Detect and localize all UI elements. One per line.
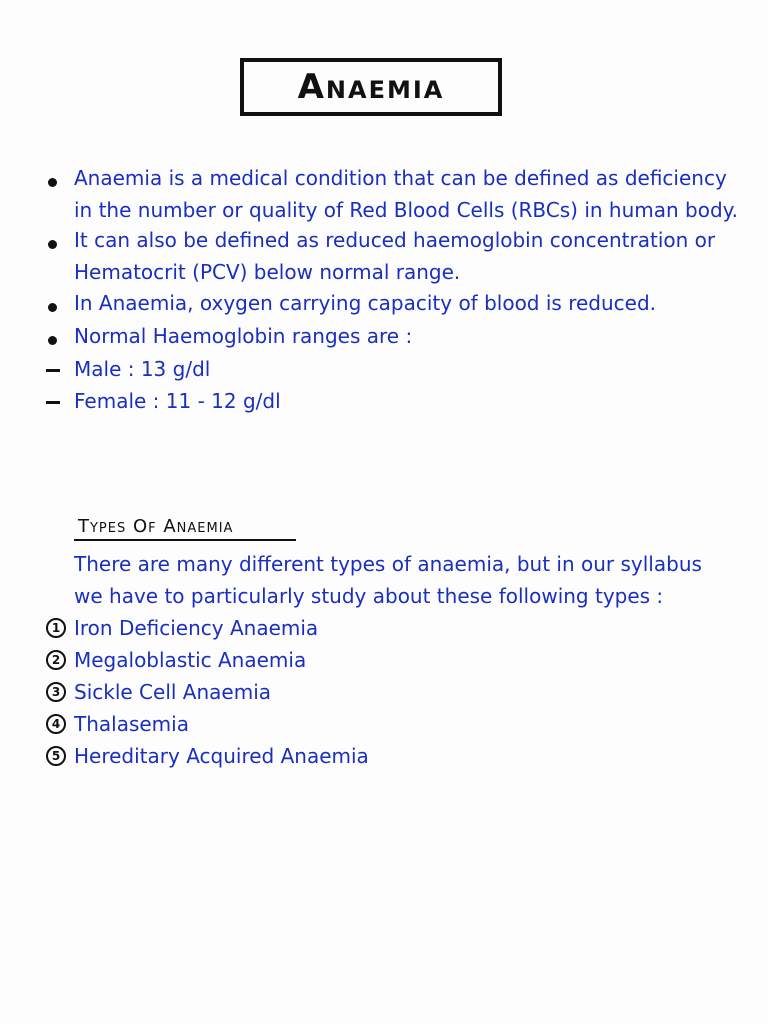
bullet-dot: [48, 336, 57, 345]
type-item: Iron Deficiency Anaemia: [74, 616, 319, 640]
bullet-dot: [48, 240, 57, 249]
bullet-1-line-2: in the number or quality of Red Blood Cells (RBCs) in human body.: [74, 198, 739, 222]
dash-marker: [46, 401, 60, 404]
bullet-3-line-1: In Anaemia, oxygen carrying capacity of blood is reduced.: [74, 291, 657, 315]
bullet-dot: [48, 178, 57, 187]
number-circle: 3: [46, 682, 66, 702]
number-circle: 5: [46, 746, 66, 766]
range-female: Female : 11 - 12 g/dl: [74, 389, 281, 413]
bullet-2-line-1: It can also be defined as reduced haemoglobin concentration or: [74, 228, 716, 252]
range-male: Male : 13 g/dl: [74, 357, 211, 381]
number-circle: 4: [46, 714, 66, 734]
number-circle: 1: [46, 618, 66, 638]
types-heading: Types Of Anaemia: [78, 516, 234, 537]
number-circle: 2: [46, 650, 66, 670]
type-item: Megaloblastic Anaemia: [74, 648, 307, 672]
page-title: Anaemia: [297, 67, 445, 107]
type-item: Thalasemia: [74, 712, 189, 736]
bullet-1-line-1: Anaemia is a medical condition that can be defined as deficiency: [74, 166, 727, 190]
dash-marker: [46, 369, 60, 372]
type-item: Hereditary Acquired Anaemia: [74, 744, 369, 768]
types-intro-line-1: There are many different types of anaemia, but in our syllabus: [74, 552, 702, 576]
heading-underline: [74, 539, 296, 541]
bullet-4-line-1: Normal Haemoglobin ranges are :: [74, 324, 413, 348]
type-item: Sickle Cell Anaemia: [74, 680, 272, 704]
types-intro-line-2: we have to particularly study about these following types :: [74, 584, 664, 608]
title-box: [240, 58, 502, 116]
bullet-2-line-2: Hematocrit (PCV) below normal range.: [74, 260, 461, 284]
bullet-dot: [48, 303, 57, 312]
